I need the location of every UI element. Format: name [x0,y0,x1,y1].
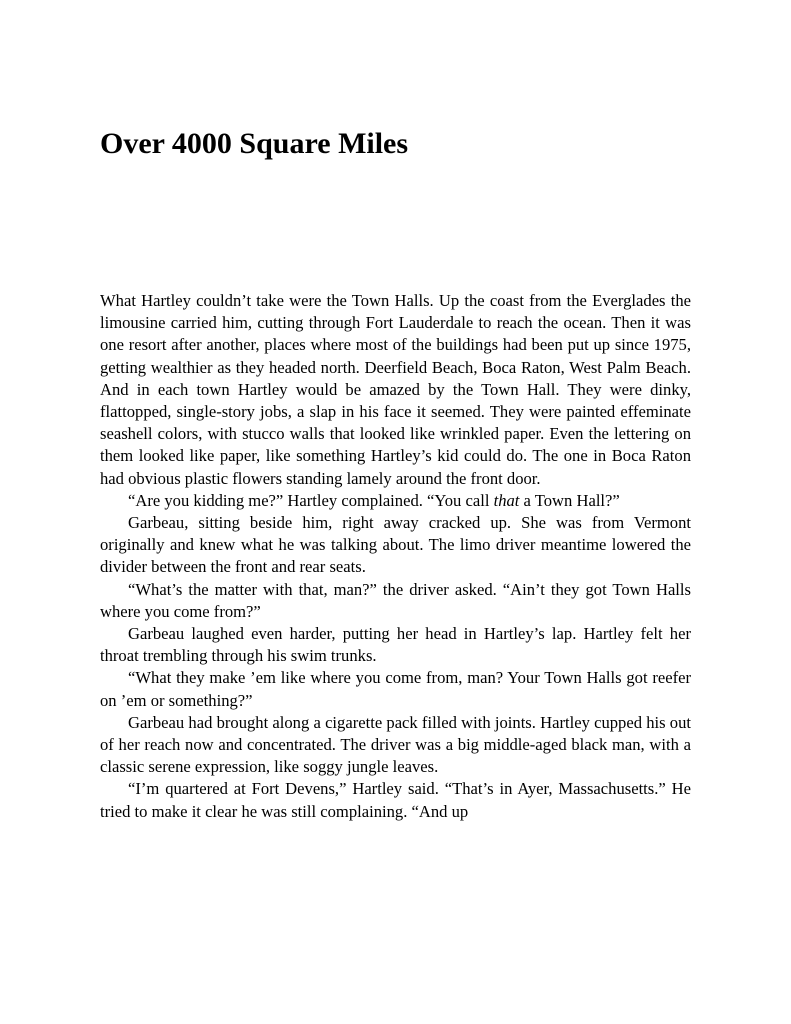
paragraph [100,290,691,490]
paragraph [100,512,691,579]
paragraph-text: a Town Hall?” [519,490,620,510]
paragraph-text: “What they make ’em like where you come from, man? Your Town Halls got reefer on ’em or something?” [100,668,691,710]
paragraph [100,712,691,779]
paragraph [100,667,691,711]
paragraph-text: Garbeau had brought along a cigarette pack filled with joints. Hartley cupped his out of her reach now and concentrated. The driver was a big middle-aged black man, with a classic serene expression, like soggy jungle leaves. [100,712,691,777]
paragraph [100,490,691,512]
paragraph-text: “What’s the matter with that, man?” the driver asked. “Ain’t they got Town Halls where you come from?” [100,579,691,621]
paragraph-text: Garbeau, sitting beside him, right away cracked up. She was from Vermont originally and knew what he was talking about. The limo driver meantime lowered the divider between the front and rear seats. [100,513,691,577]
paragraph-text: “I’m quartered at Fort Devens,” Hartley said. “That’s in Ayer, Massachusetts.” He tried to make it clear he was still complaining. “And up [100,779,691,821]
paragraph [100,778,691,822]
paragraph [100,623,691,667]
paragraph-text: Garbeau laughed even harder, putting her head in Hartley’s lap. Hartley felt her throat trembling through his swim trunks. [100,624,691,666]
chapter-title: Over 4000 Square Miles [100,127,409,160]
paragraph-text: “Are you kidding me?” Hartley complained. “You call [128,490,494,510]
chapter-body [100,290,691,823]
emphasis-text: that [493,490,520,510]
paragraph-text: What Hartley couldn’t take were the Town Halls. Up the coast from the Everglades the limousine carried him, cutting through Fort Lauderdale to reach the ocean. Then it was one resort after another, places where most of the buildings had been put up since 1975, getting wealthier as they headed north. Deerfield Beach, Boca Raton, West Palm Beach. And in each town Hartley would be amazed by the Town Hall. They were dinky, flattopped, single-story jobs, a slap in his face it seemed. They were painted effeminate seashell colors, with stucco walls that looked like wrinkled paper. Even the lettering on them looked like paper, like something Hartley’s kid could do. The one in Boca Raton had obvious plastic flowers standing lamely around the front door. [100,291,691,488]
paragraph [100,579,691,623]
